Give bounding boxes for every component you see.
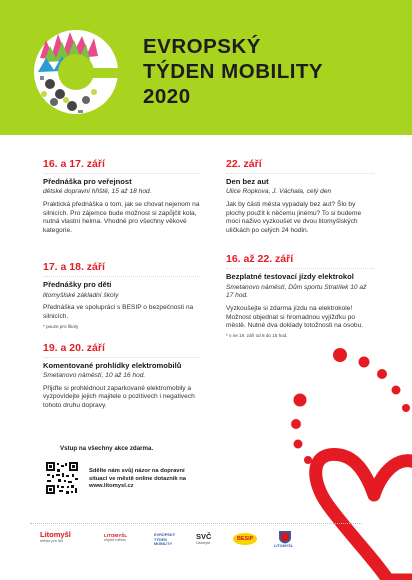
feedback-text: Sdělte nám svůj názor na dopravní situaci ve městě online dotazník na www.litomysl.cz [89, 468, 186, 490]
event-description: Přednáška ve spolupráci s BESIP o bezpečnosti na silnicích. [43, 304, 194, 320]
event-entry [43, 261, 200, 329]
header-banner [0, 0, 412, 135]
logo-name: BESIP [237, 536, 254, 542]
event-date: 16. a 17. září [43, 158, 200, 174]
logo-name: LITOMYŠL [104, 533, 128, 538]
footer-divider [30, 523, 362, 524]
title-line-3: 2020 [143, 85, 191, 108]
logo-name: SVČ [196, 532, 212, 541]
event-date: 17. a 18. září [43, 261, 200, 277]
page-title [143, 34, 323, 109]
logo-name: LITOMYŠL [274, 544, 294, 548]
free-entry-note: Vstup na všechny akce zdarma. [60, 445, 154, 452]
logo-litomysl-crest [274, 530, 293, 548]
event-entry [226, 253, 374, 338]
logo-subtitle: chytré město [104, 538, 126, 542]
event-title: Přednášky pro děti [43, 280, 112, 290]
event-date: 16. až 22. září [226, 253, 374, 269]
event-place: Smetanovo náměstí, 10 až 16 hod. [43, 371, 146, 379]
events-left-column [43, 158, 200, 420]
event-place: Smetanovo náměstí, Dům sportu Stratílek 10 až 17 hod. [226, 283, 367, 300]
title-line-1: EVROPSKÝ [143, 35, 261, 58]
event-entry [43, 158, 200, 235]
event-place: litomyšlské základní školy [43, 291, 119, 299]
title-line-2: TÝDEN MOBILITY [143, 60, 324, 83]
crest-icon [278, 530, 292, 544]
logo-name: Litomyšl [40, 530, 71, 539]
logo-mobility-week [154, 533, 180, 547]
event-entry [226, 158, 374, 235]
partner-logos [40, 530, 360, 556]
event-place: dětské dopravní hřiště, 15 až 18 hod. [43, 188, 152, 196]
event-description: Přijďte si prohlédnout zaparkované elektromobily a vyzpovídejte jejich majitele o pozitivech i negativech tohoto druhu dopravy. [43, 384, 195, 409]
logo-subtitle: Litomyšl [196, 541, 210, 545]
event-description: Vyzkoušejte si zdarma jízdu na elektrokole! Možnost objednat si hromadnou vyjížďku po městě. Nutné dva doklady totožnosti na osobu. [226, 304, 364, 330]
event-note: * v ne 19. září od 8 do 15 hod. [226, 332, 288, 338]
event-title: Komentované prohlídky elektromobilů [43, 360, 182, 370]
mobility-week-logo-icon [32, 28, 120, 116]
event-title: Přednáška pro veřejnost [43, 177, 132, 186]
event-title: Den bez aut [226, 177, 269, 186]
logo-smart-city [104, 533, 127, 543]
event-description: Jak by části města vypadaly bez aut? Šlo by plochy použít k něčemu jinému? To si budeme moci naživo vyzkoušet ve dvou litomyšlských uličkách po celých 24 hodin. [226, 201, 362, 234]
qr-code-icon[interactable] [45, 461, 79, 495]
logo-svc [196, 532, 211, 546]
events-right-column [226, 158, 374, 349]
event-date: 22. září [226, 158, 374, 174]
event-description: Praktická přednáška o tom, jak se chovat nejenom na silnicích. Pro zájemce bude možnost si zapůjčit kola, nutná vlastní helma. Vhodné pro všechny věkové kategorie. [43, 201, 200, 234]
event-entry [43, 342, 200, 411]
event-place: Ulice Ropkova, J. Váchala, celý den [226, 188, 332, 196]
logo-litomysl [40, 530, 71, 544]
logo-besip [233, 533, 257, 545]
event-title: Bezplatné testovací jízdy elektrokol [226, 272, 354, 282]
event-date: 19. a 20. září [43, 342, 200, 358]
logo-name: EVROPSKÝ TÝDEN MOBILITY [154, 533, 176, 547]
logo-subtitle: město pro lidi [40, 539, 63, 543]
event-note: * pouze pro školy [43, 323, 79, 329]
